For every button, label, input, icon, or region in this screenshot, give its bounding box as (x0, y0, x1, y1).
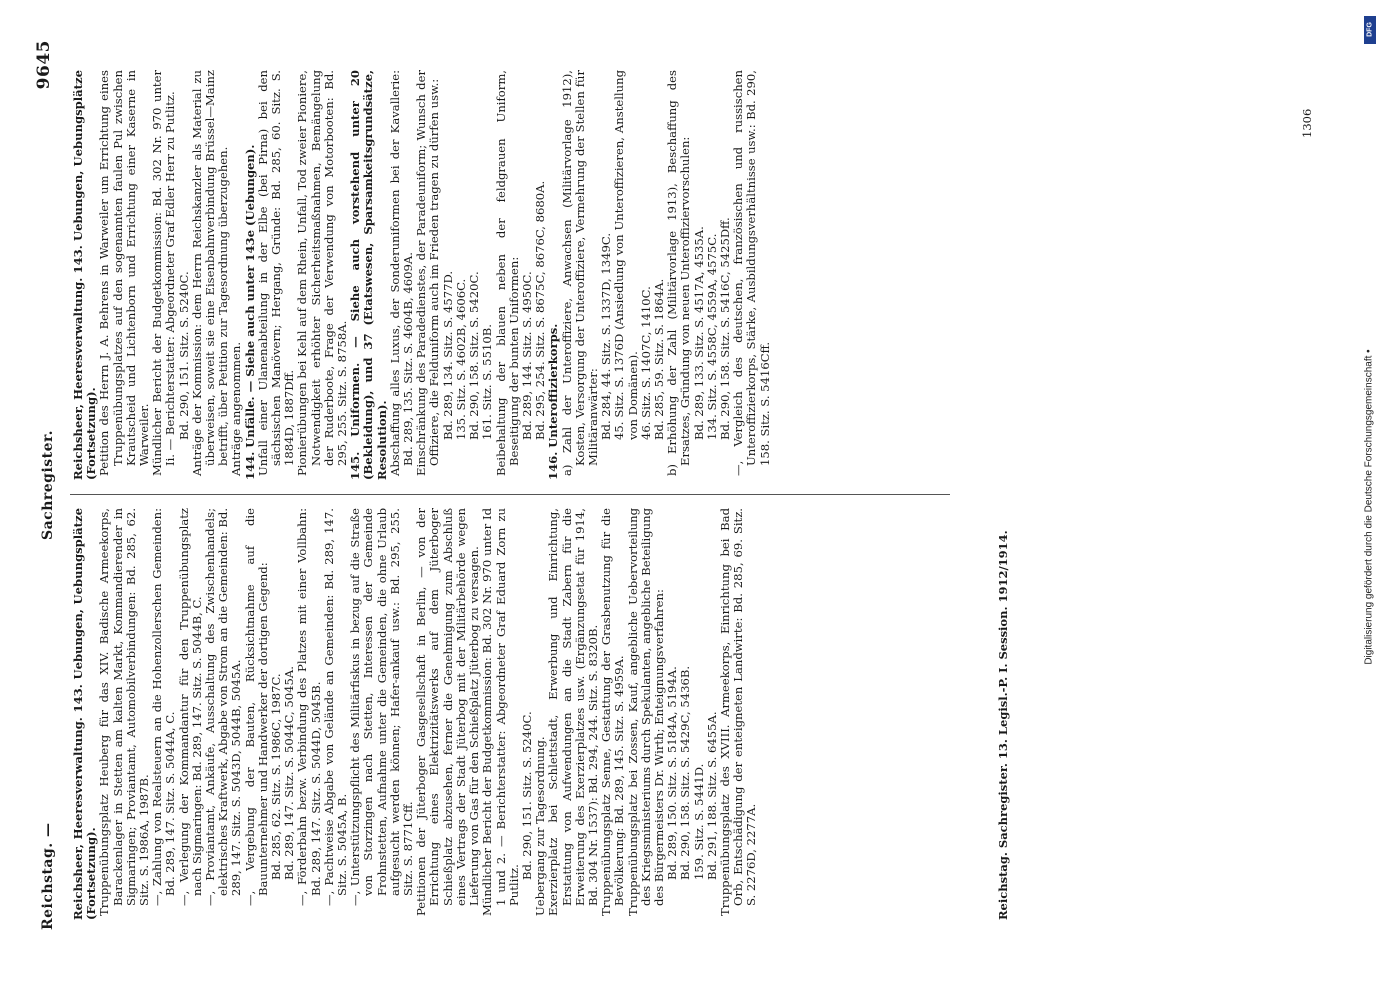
index-entry: Bd. 295, 254. Sitz. S. 8675C, 8676C, 8680A. (533, 180, 548, 440)
index-entry: a) Zahl der Unteroffiziere, Anwachsen (Militärvorlage 1912), Kosten, Versorgung der Unteroffiziere, Vermehrung der Stellen für Militäranwärter: (559, 70, 600, 476)
footer-citation: Reichstag. Sachregister. 13. Legisl.-P. I. Session. 1912/1914. (996, 530, 1010, 920)
index-entry: —, Proviantamt, Ankäufe, Ausschaltung des Zwischenhandels; elektrisches Kraftwerk, Abgabe von Strom an die Gemeinden: Bd. 289, 147. Sitz. S. 5043D, 5044B, 5045A. (203, 508, 244, 906)
index-entry: Bd. 291, 188. Sitz. S. 6455A. (704, 711, 719, 880)
sheet-number: 1306 (1300, 108, 1314, 138)
index-entry: Exerzierplatz bei Schlettstadt, Erwerbung und Einrichtung, Erstattung von Aufwendungen an die Stadt Zabern für die Erweiterung des Exerzierplatzes usw. (Ergänzungsetat für 1914, Bd. 304 Nr. 1537): Bd. 294, 244. Sitz. S. 8320B. (546, 508, 600, 916)
right-column (72, 70, 772, 480)
index-entry: Bd. 289, 147. Sitz. S. 5044C, 5045A. (282, 666, 297, 880)
index-entry: —, Vergleich des deutschen, französischen und russischen Unteroffizierkorps, Stärke, Ausbildungsverhältnisse usw.: Bd. 290, 158. Sitz. S. 5416Cff. (731, 70, 772, 476)
index-entry: 159. Sitz. S. 5441D. (691, 763, 706, 880)
page-header (28, 40, 68, 930)
index-entry: Bd. 290, 151. Sitz. S. 5240C. (176, 271, 191, 440)
index-entry: —, Förderbahn bezw. Verbindung des Platzes mit einer Vollbahn: Bd. 289, 147. Sitz. S. 5044D, 5045B. (295, 508, 323, 906)
index-entry: Einschränkung des Paradedienstes, der Paradeuniform; Wunsch der Offiziere, die Felduniform auch im Frieden tragen zu dürfen usw.: (414, 70, 442, 476)
index-entry: Truppenübungsplatz Senne, Gestattung der Grasbenutzung für die Bevölkerung: Bd. 289, 145. Sitz. S. 4959A. (599, 508, 627, 916)
section-heading: 145. Uniformen. — Siehe auch vorstehend unter 20 (Bekleidung), und 37 (Etatswesen, Sparsamkeitsgrundsätze, Resolution). (348, 70, 389, 480)
index-entry: Bd. 290, 158. Sitz. S. 5416C, 5425Dff. (717, 217, 732, 440)
header-left: Reichstag. — (40, 822, 56, 930)
section-heading: Reichsheer, Heeresverwaltung. 143. Uebungen, Uebungsplätze (Fortsetzung). (71, 508, 99, 920)
index-entry: Bd. 289, 150. Sitz. S. 5184A, 5194A. (665, 666, 680, 880)
index-entry: Unfall einer Ulanenabteilung in der Elbe (bei Pirna) bei den sächsischen Manövern; Hergang, Gründe: Bd. 285, 60. Sitz. S. 1884D, 1887Dff. (255, 70, 297, 476)
dfg-logo-text: DFG (1366, 22, 1374, 37)
index-entry: Bd. 285, 59. Sitz. S. 1864A. (651, 278, 666, 440)
column-divider (70, 494, 950, 495)
section-heading: Reichsheer, Heeresverwaltung. 143. Uebungen, Uebungsplätze (Fortsetzung). (71, 70, 99, 480)
index-entry: 161. Sitz. S. 5510B. (480, 324, 495, 440)
index-entry: —, Verlegung der Kommandantur für den Truppenübungsplatz nach Sigmaringen: Bd. 289, 147. Sitz. S. 5044B, C. (176, 508, 204, 906)
header-page-number: 9645 (34, 40, 54, 90)
index-entry: Bd. 289, 134. Sitz. S. 4577D. (440, 270, 455, 440)
index-entry: Anträge der Kommission: dem Herrn Reichskanzler als Material zu überweisen, soweit sie eine Eisenbahnverbindung Brüssel—Mainz betrifft, über Petition zur Tagesordnung überzugehen. (189, 70, 231, 476)
index-entry: —, Pachtweise Abgabe von Gelände an Gemeinden: Bd. 289, 147. Sitz. S. 5045A, B. (321, 508, 350, 906)
index-entry: —, Unterstützungspflicht des Militärfiskus in bezug auf die Straße von Storzingen nach Stetten, Interessen der Gemeinde Frohnstetten, Aufnahme unter die Gemeinden, die ohne Urlaub aufgesucht werden können; Hafer-ankauf usw.: Bd. 295, 255. Sitz. S. 8771Cff. (348, 508, 416, 906)
index-entry: Bd. 290, 158. Sitz. S. 5429C, 5436B. (678, 665, 693, 880)
index-entry: b) Erhöhung der Zahl (Militärvorlage 1913), Beschaffung des Ersatzes, Gründung von neuen Unteroffiziervorschulen: (665, 70, 693, 476)
index-entry: Bd. 285, 62. Sitz. S. 1986C, 1987C. (269, 673, 284, 880)
index-entry: 134. Sitz. S. 4558C, 4559A, 4575C. (704, 233, 719, 440)
index-entry: Bd. 289, 133. Sitz. S. 4517A, 4535A. (691, 226, 706, 440)
index-entry: Bd. 290, 151. Sitz. S. 5240C. (519, 711, 534, 880)
index-entry: Petition des Herrn J. A. Behrens in Warweiler um Errichtung eines Truppenübungsplatzes auf den sogenannten faulen Pul zwischen Krautscheid und Lichtenborn und Errichtung einer Kaserne in Warweiler. (97, 70, 152, 476)
index-entry: Uebergang zur Tagesordnung. (533, 736, 548, 916)
section-heading: 146. Unteroffizierkorps. (546, 323, 561, 480)
index-entry: Mündlicher Bericht der Budgetkommission: Bd. 302 Nr. 970 unter Id 1 und 2. — Berichterstatter: Abgeordneter Graf Eduard Zorn zu Putlitz. (480, 508, 521, 916)
index-entry: Truppenübungsplatz des XVIII. Armeekorps, Einrichtung bei Bad Orb, Entschädigung der enteigneten Landwirte: Bd. 285, 69. Sitz. S. 2276D, 2277A. (717, 508, 759, 916)
index-entry: 45. Sitz. S. 1376D (Ansiedlung von Unteroffizieren, Anstellung von Domänen). (612, 70, 640, 440)
index-entry: Bd. 289, 144. Sitz. S. 4950C. (519, 271, 534, 440)
dfg-credit-text: Digitalisierung gefördert durch die Deutsche Forschungsgemeinschaft • (1363, 349, 1375, 665)
index-entry: Truppenübungsplatz bei Zossen, Kauf, angebliche Uebervorteilung des Kriegsministeriums durch Spekulanten, angebliche Beteiligung des Bürgermeisters Dr. Wirth; Enteignungsverfahren: (625, 508, 666, 916)
index-entry: Petitionen der Jüterboger Gasgesellschaft in Berlin, — von der Errichtung eines Elektrizitätswerks auf dem Jüterboger Schießplatz abzusehen, ferner die Genehmigung zum Abschluß eines Vertrags der Stadt Jüterbog mit der Militärbehörde wegen Lieferung von Gas für den Schießplatz Jüterbog zu versagen. (414, 508, 482, 916)
dfg-sidebar (1363, 8, 1377, 993)
index-entry: Abschaffung alles Luxus, der Sonderuniformen bei der Kavallerie: Bd. 289, 135. Sitz. S. 4604B, 4609A. (387, 70, 416, 476)
index-entry: —, Zahlung von Realsteuern an die Hohenzollerschen Gemeinden: Bd. 289, 147. Sitz. S. 5044A, C. (150, 508, 178, 906)
index-entry: 135. Sitz. S. 4602B, 4606C. (453, 278, 468, 440)
index-entry: Beibehaltung der blauen neben der feldgrauen Uniform, Beseitigung der bunten Uniformen: (493, 70, 521, 476)
index-entry: Bd. 290, 158. Sitz. S. 5420C. (467, 271, 482, 440)
index-entry: —, Vergebung der Bauten, Rücksichtnahme auf die Bauunternehmer und Handwerker der dortigen Gegend: (242, 508, 270, 906)
index-entry: Anträge angenommen. (229, 341, 244, 476)
index-entry: 46. Sitz. S. 1407C, 1410C. (638, 286, 653, 440)
index-entry: Mündlicher Bericht der Budgetkommission: Bd. 302 Nr. 970 unter Ii. — Berichterstatter: Abgeordneter Graf Edler Herr zu Putlitz. (150, 70, 178, 476)
index-entry: Pionierübungen bei Kehl auf dem Rhein, Unfall, Tod zweier Pioniere, Notwendigkeit erhöhter Sicherheitsmaßnahmen, Bemängelung der Ruderboote, Frage der Verwendung von Motorbooten: Bd. 295, 255. Sitz. S. 8758A. (295, 70, 350, 476)
header-center: Sachregister. (40, 430, 56, 540)
section-heading: 144. Unfälle. — Siehe auch unter 143e (Uebungen). (242, 144, 257, 480)
index-entry: Bd. 284, 44. Sitz. S. 1337D, 1349C. (599, 232, 614, 440)
left-column (72, 508, 759, 920)
index-entry: Truppenübungsplatz Heuberg für das XIV. Badische Armeekorps, Barackenlager in Stetten am kalten Markt, Kommandierender in Sigmaringen; Proviantamt, Automobilverbindungen: Bd. 285, 62. Sitz. S. 1986A, 1987B. (97, 508, 152, 916)
